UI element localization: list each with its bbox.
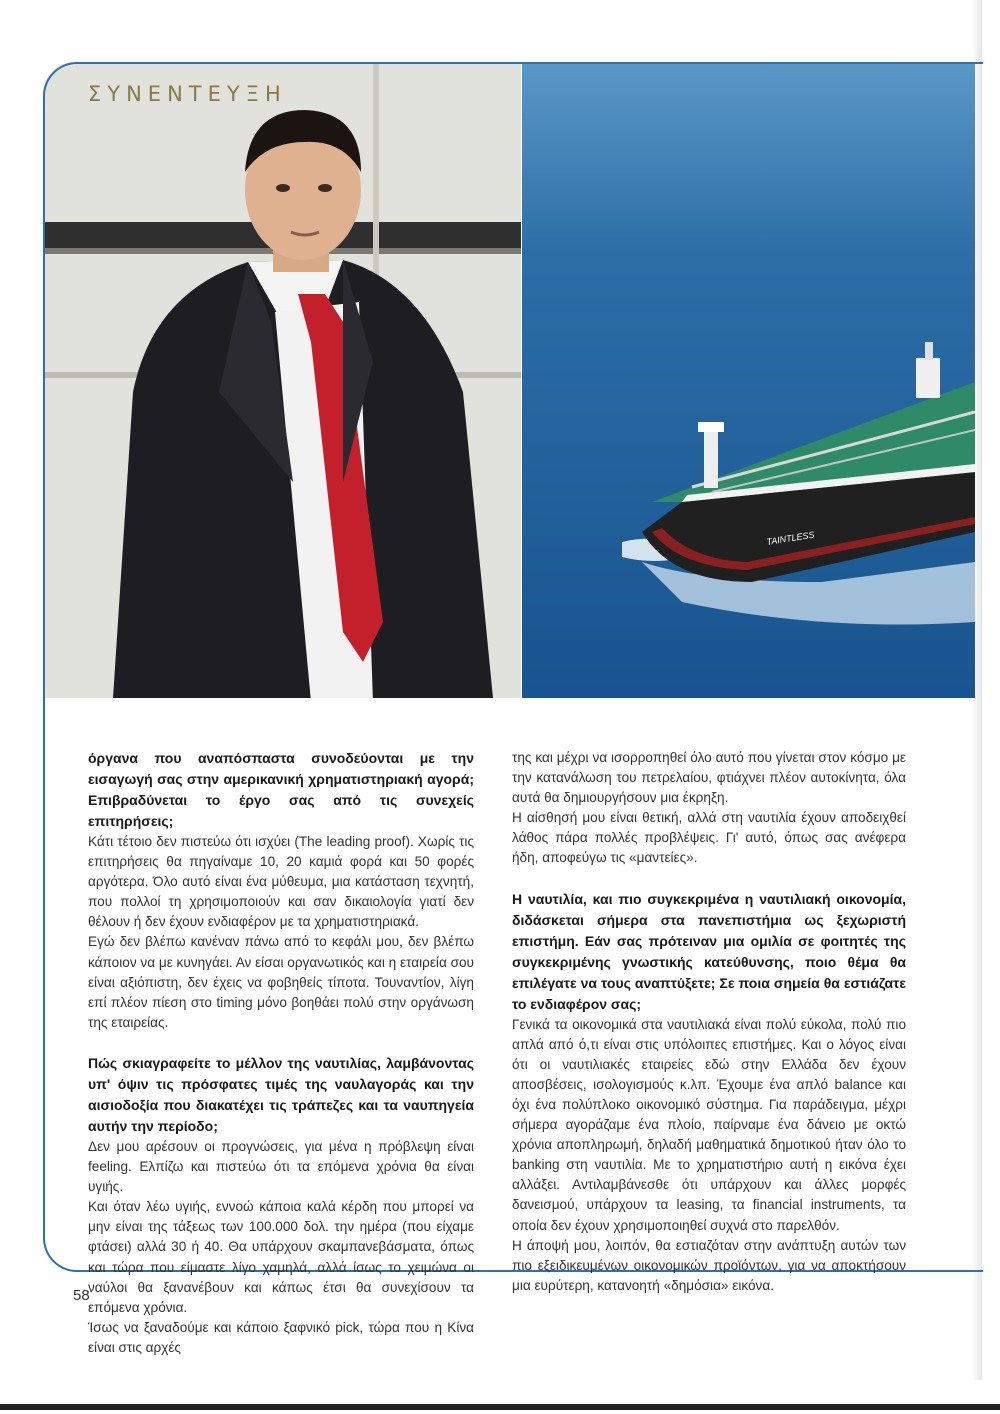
section-kicker: ΣΥΝΕΝΤΕΥΞΗ <box>88 82 287 106</box>
interview-question: Η ναυτιλία, και πιο συγκεκριμένα η ναυτιλιακή οικονομία, διδάσκεται σήμερα στα πανεπιστήμια ως ξεχωριστή επιστήμη. Εάν σας πρότειναν μια ομιλία σε φοιτητές της συγκεκριμένης γνωστικής κατεύθυνσης, ποιο θέμα θα επιλέγατε να τους αναπτύξετε; Σε ποια σημεία θα εστιάζατε το ενδιαφέρον σας; <box>512 890 906 1012</box>
interview-answer: Η αίσθησή μου είναι θετική, αλλά στη ναυτιλία έχουν αποδειχθεί λάθος πάρα πολλές προβλέψεις. Γι' αυτό, όπως σας ανέφερα ήδη, αποφεύγω τις «μαντείες». <box>512 810 906 866</box>
interview-answer: της και μέχρι να ισορροπηθεί όλο αυτό που γίνεται στον κόσμο με την κατανάλωση του πετρελαίου, φτιάχνει πλέον αυτοκίνητα, όλα αυτά θα δημιουργήσουν μια έκρηξη. <box>512 750 906 806</box>
interview-answer: Γενικά τα οικονομικά στα ναυτιλιακά είναι πολύ εύκολα, πολύ πιο απλά από ό,τι είναι στις υπόλοιπες επιστήμες. Και ο λόγος είναι ότι οι ναυτιλιακές εταιρείες εδώ στην Ελλάδα δεν έχουν αποσβέσεις, ισολογισμούς κ.λπ. Έχουμε ένα απλό balance και όχι ένα πολύπλοκο οικονομικό σύστημα. Για παράδειγμα, μέχρι σήμερα αγοράζαμε ένα πλοίο, παίρναμε ένα δάνειο με οκτώ χρόνια αποπληρωμή, δηλαδή μαθηματικά δημοτικού ήταν όλο το banking στη ναυτιλία. Με το χρηματιστήριο αυτή η εικόνα έχει αλλάξει. Αντιλαμβάνεσθε ότι υπάρχουν και άλλες μορφές δανεισμού, υπάρχουν τα leasing, τα financial instruments, τα οποία δεν έχουν χρησιμοποιηθεί συχνά στο παρελθόν. <box>512 1016 906 1233</box>
paragraph-gap <box>512 869 906 889</box>
article-right-column <box>512 748 906 1296</box>
interview-answer: Κάτι τέτοιο δεν πιστεύω ότι ισχύει (The leading proof). Χωρίς τις επιτηρήσεις θα πηγαίναμε 10, 20 καμιά φορά και 50 φορές αργότερα. Όλο αυτό είναι ένα μύθευμα, μια κατάσταση τεχνητή, που πολλοί τη χρησιμοποιούν και σαν δικαιολογία γιατί δεν θέλουν ή δεν έχουν ενδιαφέρον με τα χρηματιστηριακά. <box>88 834 474 930</box>
interview-question: όργανα που αναπόσπαστα συνοδεύονται με την εισαγωγή σας στην αμερικανική χρηματιστηριακή αγορά; Επιβραδύνεται το έργο σας από τις συνεχείς επιτηρήσεις; <box>88 750 474 829</box>
article-left-column <box>88 748 474 1358</box>
interview-answer: Η άποψή μου, λοιπόν, θα εστιαζόταν στην ανάπτυξη αυτών των πιο εξειδικευμένων οικονομικών προϊόντων, για να αποκτήσουν μια ευρύτερη, κατανοητή «δημόσια» εικόνα. <box>512 1237 906 1293</box>
interview-answer: Και όταν λέω υγιής, εννοώ κάποια καλά κέρδη που μπορεί να μην είναι της τάξεως των 100.000 δολ. την ημέρα (που είχαμε φτάσει) αλλά 30 ή 40. Θα υπάρχουν σκαμπανεβάσματα, όπως και τώρα που είμαστε λίγο χαμηλά, αλλά ίσως το χειμώνα οι ναύλοι θα ξανανέβουν και κάπως έτσι θα συνεχίσουν τα επόμενα χρόνια. <box>88 1199 474 1315</box>
paragraph-gap <box>88 1033 474 1053</box>
ship-name-label: TAINTLESS <box>765 529 816 547</box>
interview-answer: Εγώ δεν βλέπω κανέναν πάνω από το κεφάλι μου, δεν βλέπω κάποιον να με κυνηγάει. Αν είσαι οργανωτικός και η εταιρεία σου είναι αξιόπιστη, δεν έχεις να φοβηθείς τίποτα. Τουναντίον, λίγη επί πλέον πίεση στο timing μόνο βοηθάει πολύ στην οργάνωση της εταιρείας. <box>88 934 474 1030</box>
page-number: 58 <box>73 1287 90 1304</box>
interview-answer: Δεν μου αρέσουν οι προγνώσεις, για μένα η πρόβλεψη είναι feeling. Ελπίζω και πιστεύω ότι τα επόμενα χρόνια θα είναι υγιής. <box>88 1138 474 1195</box>
interview-answer: Ίσως να ξαναδούμε και κάποιο ξαφνικό pick, τώρα που η Κίνα είναι στις αρχές <box>88 1319 474 1355</box>
interview-question: Πώς σκιαγραφείτε το μέλλον της ναυτιλίας, λαμβάνοντας υπ' όψιν τις πρόσφατες τιμές της ναυλαγοράς και την αισιοδοξία που διακατέχει τις τράπεζες και τα ναυπηγεία αυτήν την περίοδο; <box>88 1054 474 1134</box>
bottom-rule <box>0 1404 1000 1410</box>
